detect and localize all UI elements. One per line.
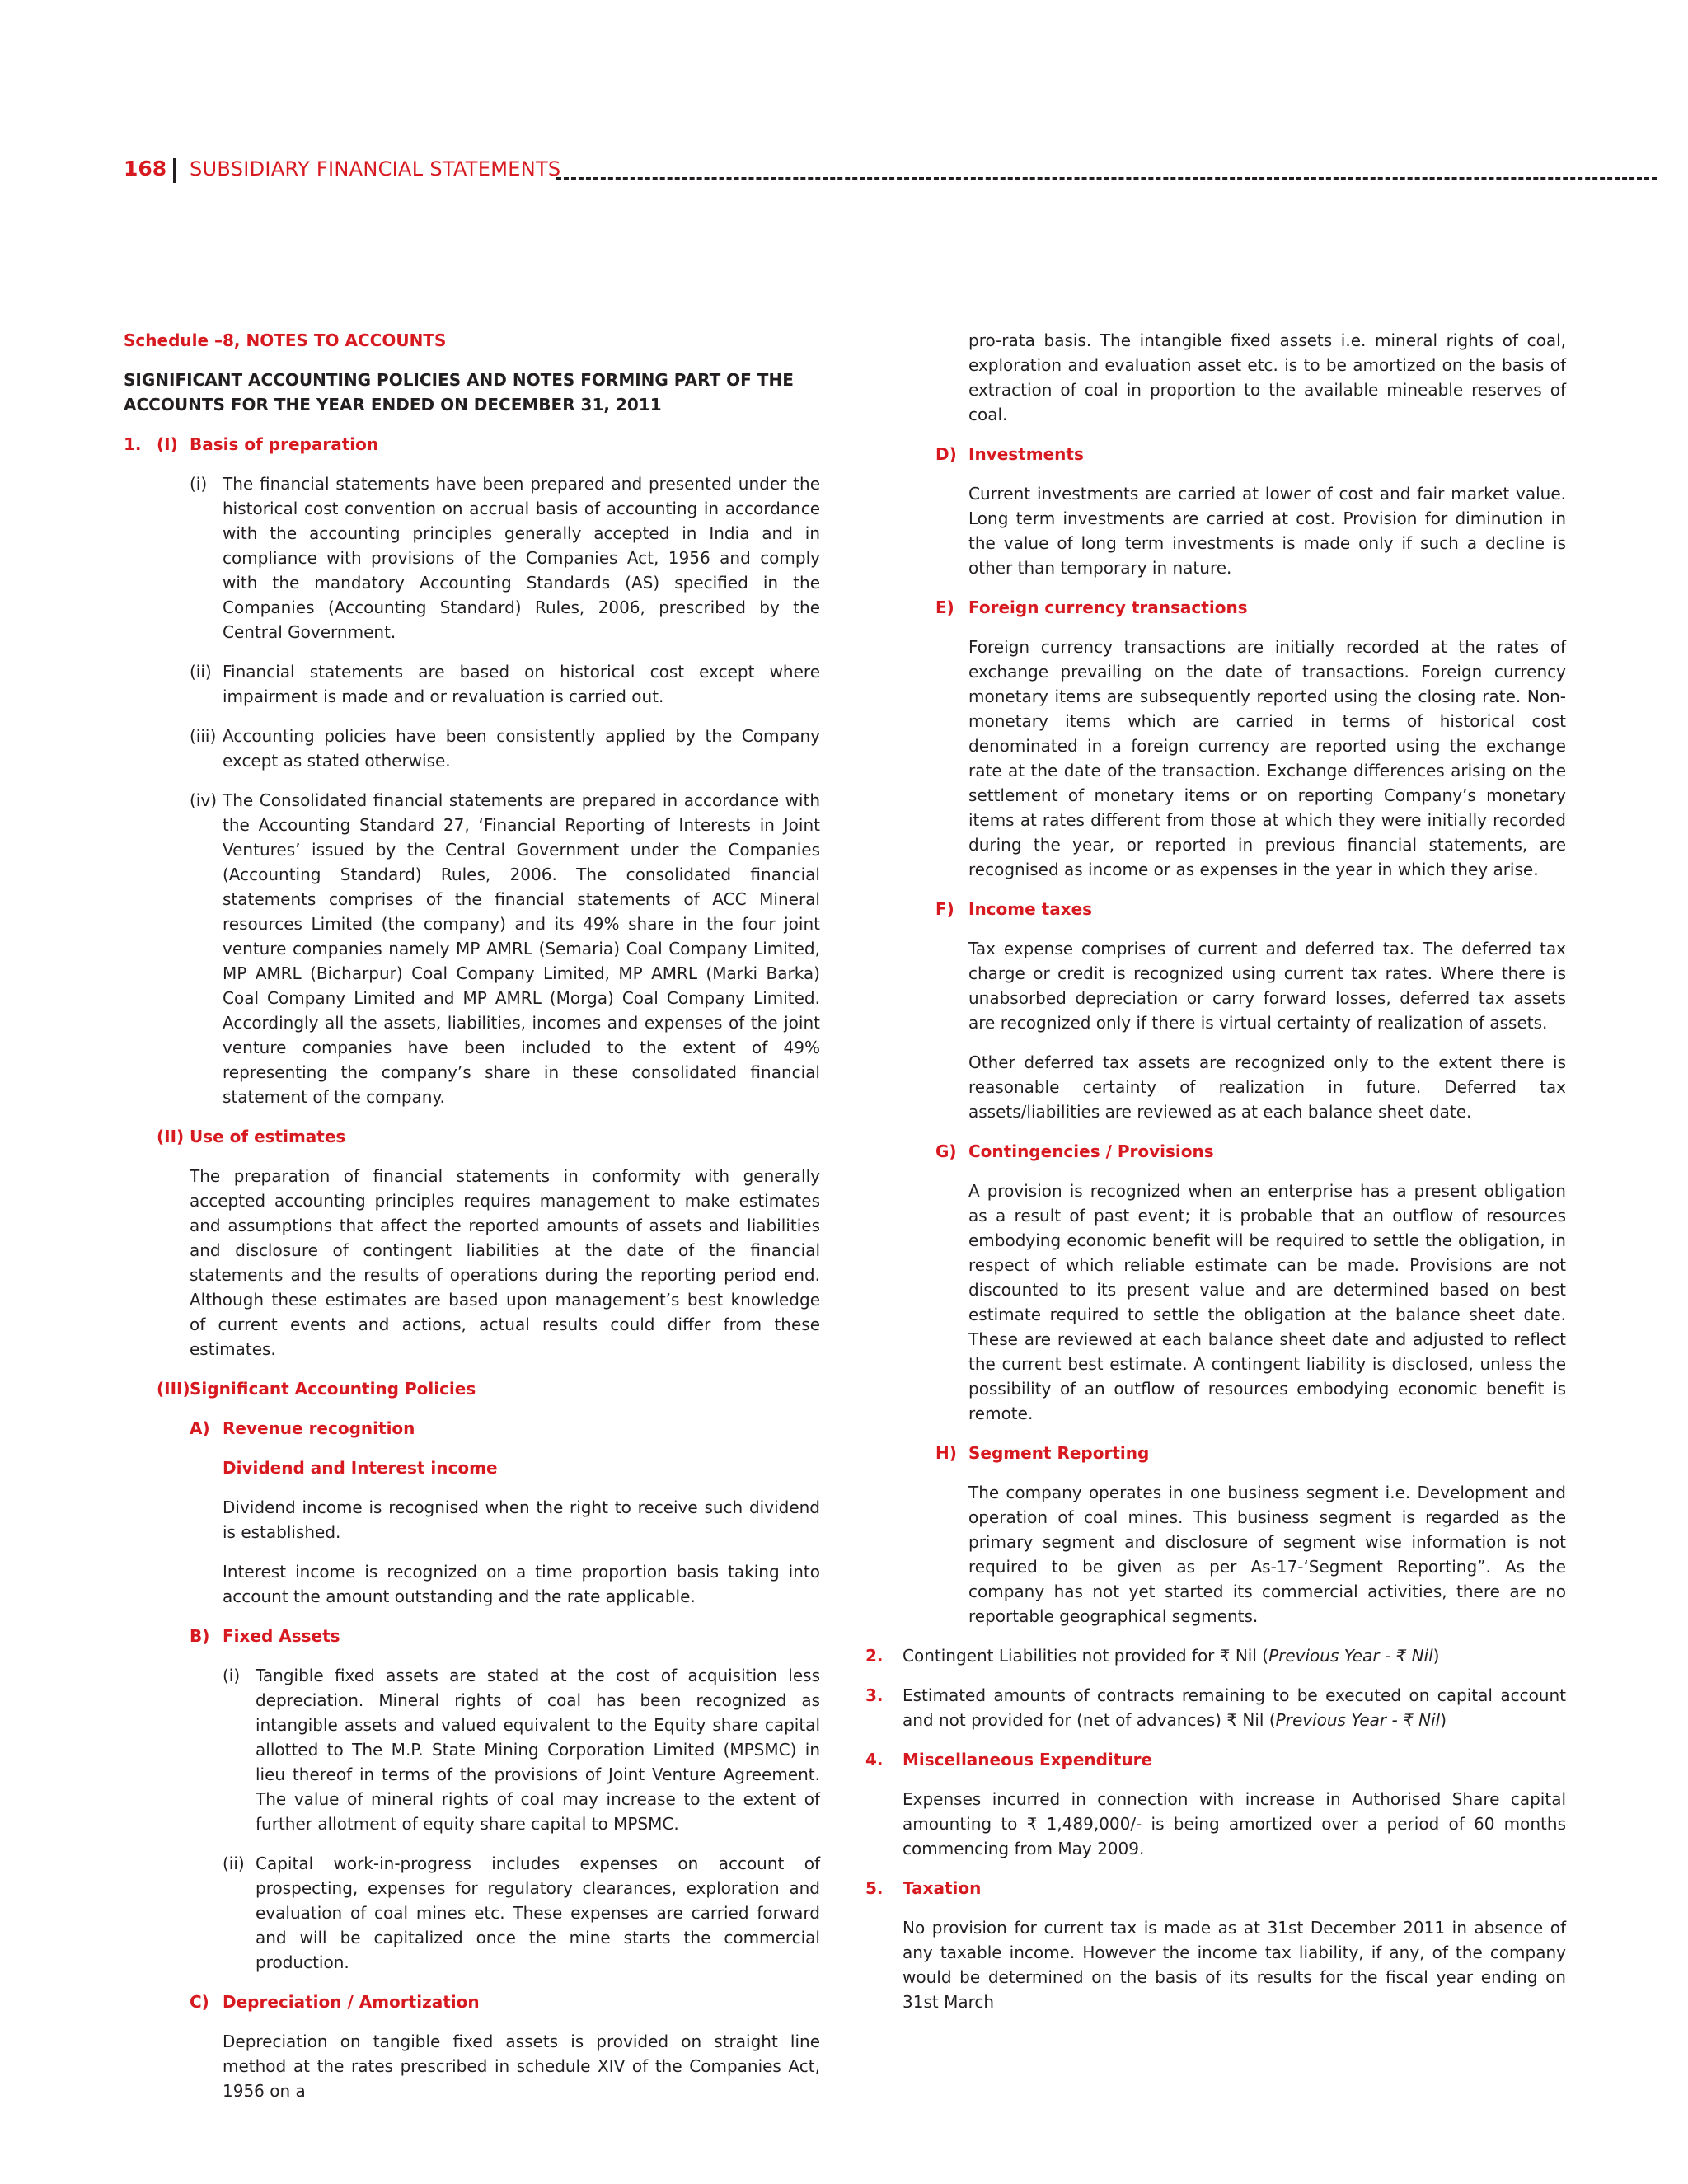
section-1-sub: (I) bbox=[157, 434, 178, 454]
header-dashed-rule bbox=[556, 177, 1657, 180]
basis-item-label: (iii) bbox=[190, 726, 217, 746]
basis-item-3 bbox=[124, 724, 820, 773]
note-4-text: Expenses incurred in connection with increase in Authorised Share capital amounting to ₹ 1,489,000/- is being amortized over a period of 60 months commencing from May 2009. bbox=[903, 1789, 1566, 1858]
section-1-heading bbox=[124, 432, 820, 457]
estimates-text: The preparation of financial statements in conformity with generally accepted accounting principles requires management to make estimates and assumptions that affect the reported amounts of assets and liabilities and disclosure of contingent liabilities at the date of the financial statements and the results of operations during the reporting period end. Although these estimates are based upon management’s best knowledge of current events and actions, actual results could differ from these estimates. bbox=[190, 1166, 820, 1359]
note-4-heading bbox=[865, 1747, 1566, 1772]
estimates-heading bbox=[124, 1124, 820, 1149]
basis-item-text: Financial statements are based on historical cost except where impairment is made and or revaluation is carried out. bbox=[223, 662, 820, 706]
estimates-label: (II) bbox=[157, 1127, 185, 1146]
forex-label: E) bbox=[935, 598, 954, 617]
segment-heading bbox=[865, 1441, 1566, 1465]
segment-title: Segment Reporting bbox=[968, 1443, 1150, 1463]
contingencies-title: Contingencies / Provisions bbox=[968, 1141, 1214, 1161]
basis-item-text: Accounting policies have been consistently applied by the Company except as stated otherwise. bbox=[223, 726, 820, 771]
fixed-assets-item-label: (i) bbox=[223, 1666, 241, 1685]
segment-label: H) bbox=[935, 1443, 957, 1463]
investments-heading bbox=[865, 442, 1566, 466]
dividend-subheading: Dividend and Interest income bbox=[223, 1458, 498, 1478]
estimates-title: Use of estimates bbox=[190, 1127, 346, 1146]
header-separator bbox=[173, 158, 176, 183]
income-taxes-label: F) bbox=[935, 899, 954, 919]
basis-item-4 bbox=[124, 788, 820, 1109]
fixed-assets-item-text: Tangible fixed assets are stated at the cost of acquisition less depreciation. Mineral rights of coal has been recognized as intangible assets and valued equivalent to the Equity share capital allotted to The M.P. State Mining Corporation Limited (MPSMC) in lieu thereof in terms of the provisions of Joint Venture Agreement. The value of mineral rights of coal may increase to the extent of further allotment of equity share capital to MPSMC. bbox=[256, 1666, 820, 1834]
investments-label: D) bbox=[935, 444, 957, 464]
investments-title: Investments bbox=[968, 444, 1084, 464]
section-1-number: 1. bbox=[124, 434, 142, 454]
note-5-heading bbox=[865, 1876, 1566, 1900]
note-2-close: ) bbox=[1432, 1646, 1440, 1666]
note-3-text bbox=[903, 1683, 1566, 1732]
depreciation-title: Depreciation / Amortization bbox=[223, 1992, 480, 2012]
forex-title: Foreign currency transactions bbox=[968, 598, 1248, 617]
significant-heading: SIGNIFICANT ACCOUNTING POLICIES AND NOTES FORMING PART OF THE ACCOUNTS FOR THE YEAR ENDED ON DECEMBER 31, 2011 bbox=[124, 370, 794, 415]
note-3-close: ) bbox=[1440, 1710, 1447, 1730]
note-5-text: No provision for current tax is made as at 31st December 2011 in absence of any taxable income. However the income tax liability, if any, of the company would be determined on the basis of its results for the fiscal year ending on 31st March bbox=[903, 1918, 1566, 2012]
basis-item-text: The financial statements have been prepared and presented under the historical cost convention on accrual basis of accounting in accordance with the accounting principles generally accepted in India and in compliance with provisions of the Companies Act, 1956 and comply with the mandatory Accounting Standards (AS) specified in the Companies (Accounting Standard) Rules, 2006, prescribed by the Central Government. bbox=[223, 474, 820, 642]
right-column bbox=[865, 328, 1566, 2014]
basis-item-label: (ii) bbox=[190, 662, 212, 682]
page-number: 168 bbox=[124, 157, 167, 180]
note-2 bbox=[865, 1643, 1566, 1668]
page-header bbox=[124, 157, 1657, 190]
section-1-title: Basis of preparation bbox=[190, 434, 379, 454]
depreciation-text: Depreciation on tangible fixed assets is provided on straight line method at the rates prescribed in schedule XIV of the Companies Act, 1956 on a bbox=[223, 2032, 820, 2101]
note-2-number: 2. bbox=[865, 1646, 884, 1666]
note-4-title: Miscellaneous Expenditure bbox=[903, 1750, 1153, 1769]
schedule-title: Schedule –8, NOTES TO ACCOUNTS bbox=[124, 330, 447, 350]
basis-item-label: (i) bbox=[190, 474, 208, 494]
forex-heading bbox=[865, 595, 1566, 620]
note-4-number: 4. bbox=[865, 1750, 884, 1769]
contingencies-heading bbox=[865, 1139, 1566, 1164]
fixed-assets-heading bbox=[124, 1624, 820, 1648]
basis-item-1 bbox=[124, 471, 820, 644]
note-2-text bbox=[903, 1643, 1566, 1668]
note-5-title: Taxation bbox=[903, 1878, 982, 1898]
basis-item-label: (iv) bbox=[190, 790, 217, 810]
note-3-italic: Previous Year - ₹ Nil bbox=[1275, 1710, 1441, 1730]
sap-heading bbox=[124, 1376, 820, 1401]
header-title: SUBSIDIARY FINANCIAL STATEMENTS bbox=[190, 157, 561, 180]
income-taxes-heading bbox=[865, 897, 1566, 921]
sap-title: Significant Accounting Policies bbox=[190, 1379, 476, 1399]
fixed-assets-item-text: Capital work-in-progress includes expenses on account of prospecting, expenses for regulatory clearances, exploration and evaluation of coal mines etc. These expenses are carried forward and will be capitalized once the mine starts the commercial production. bbox=[256, 1854, 820, 1972]
interest-text: Interest income is recognized on a time proportion basis taking into account the amount outstanding and the rate applicable. bbox=[223, 1562, 820, 1606]
revenue-title: Revenue recognition bbox=[223, 1418, 415, 1438]
note-3-main: Estimated amounts of contracts remaining to be executed on capital account and not provided for (net of advances) ₹ Nil ( bbox=[903, 1685, 1566, 1730]
contingencies-text: A provision is recognized when an enterprise has a present obligation as a result of past event; it is probable that an outflow of resources embodying economic benefit will be required to settle the obligation, in respect of which reliable estimate can be made. Provisions are not discounted to its present value and are determined based on best estimate required to settle the obligation at the balance sheet date. These are reviewed at each balance sheet date and adjusted to reflect the current best estimate. A contingent liability is disclosed, unless the possibility of an outflow of resources embodying economic benefit is remote. bbox=[968, 1181, 1566, 1423]
note-2-main: Contingent Liabilities not provided for ₹ Nil ( bbox=[903, 1646, 1269, 1666]
basis-item-text: The Consolidated financial statements are prepared in accordance with the Accounting Standard 27, ‘Financial Reporting of Interests in Joint Ventures’ issued by the Central Government under the Companies (Accounting Standard) Rules, 2006. The consolidated financial statements comprises of the financial statements of ACC Mineral resources Limited (the company) and its 49% share in the four joint venture companies namely MP AMRL (Semaria) Coal Company Limited, MP AMRL (Bicharpur) Coal Company Limited, MP AMRL (Marki Barka) Coal Company Limited and MP AMRL (Morga) Coal Company Limited. Accordingly all the assets, liabilities, incomes and expenses of the joint venture companies have been included to the extent of 49% representing the company’s share in these consolidated financial statement of the company. bbox=[223, 790, 820, 1107]
segment-text: The company operates in one business segment i.e. Development and operation of coal mines. This business segment is regarded as the primary segment and disclosure of segment wise information is not required to be given as per As-17-‘Segment Reporting”. As the company has not yet started its commercial activities, there are no reportable geographical segments. bbox=[968, 1483, 1566, 1626]
revenue-heading bbox=[124, 1416, 820, 1441]
note-2-italic: Previous Year - ₹ Nil bbox=[1268, 1646, 1433, 1666]
fixed-assets-item-1 bbox=[124, 1663, 820, 1836]
fixed-assets-item-2 bbox=[124, 1851, 820, 1975]
contingencies-label: G) bbox=[935, 1141, 957, 1161]
fixed-assets-item-label: (ii) bbox=[223, 1854, 245, 1873]
income-taxes-text-1: Tax expense comprises of current and deferred tax. The deferred tax charge or credit is recognized using current tax rates. Where there is unabsorbed depreciation or carry forward losses, deferred tax assets are recognized only if there is virtual certainty of realization of assets. bbox=[968, 939, 1566, 1033]
note-3-number: 3. bbox=[865, 1685, 884, 1705]
note-5-number: 5. bbox=[865, 1878, 884, 1898]
fixed-assets-title: Fixed Assets bbox=[223, 1626, 340, 1646]
left-column bbox=[124, 328, 820, 2103]
depreciation-heading bbox=[124, 1990, 820, 2014]
dividend-text: Dividend income is recognised when the right to receive such dividend is established. bbox=[223, 1497, 820, 1542]
income-taxes-title: Income taxes bbox=[968, 899, 1093, 919]
revenue-label: A) bbox=[190, 1418, 210, 1438]
income-taxes-text-2: Other deferred tax assets are recognized only to the extent there is reasonable certainty of realization in future. Deferred tax assets/liabilities are reviewed as at each balance sheet date. bbox=[968, 1052, 1566, 1122]
depreciation-label: C) bbox=[190, 1992, 209, 2012]
basis-item-2 bbox=[124, 659, 820, 709]
investments-text: Current investments are carried at lower of cost and fair market value. Long term investments are carried at cost. Provision for diminution in the value of long term investments is made only if such a decline is other than temporary in nature. bbox=[968, 484, 1566, 578]
depreciation-continued: pro-rata basis. The intangible fixed assets i.e. mineral rights of coal, exploration and evaluation asset etc. is to be amortized on the basis of extraction of coal in proportion to the available mineable reserves of coal. bbox=[968, 330, 1566, 424]
fixed-assets-label: B) bbox=[190, 1626, 210, 1646]
forex-text: Foreign currency transactions are initially recorded at the rates of exchange prevailing on the date of transactions. Foreign currency monetary items are subsequently reported using the closing rate. Non-monetary items which are carried in terms of historical cost denominated in a foreign currency are reported using the exchange rate at the date of the transaction. Exchange differences arising on the settlement of monetary items or on reporting Company’s monetary items at rates different from those at which they were initially recorded during the year, or reported in previous financial statements, are recognised as income or as expenses in the year in which they arise. bbox=[968, 637, 1566, 879]
sap-label: (III) bbox=[157, 1379, 190, 1399]
note-3 bbox=[865, 1683, 1566, 1732]
